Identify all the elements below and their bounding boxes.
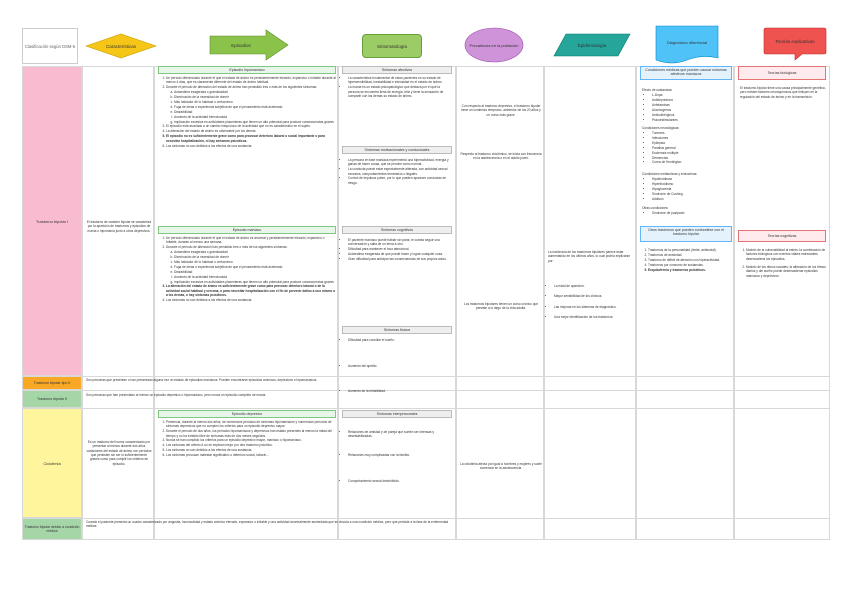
diagnostico-metab-list — [646, 177, 732, 202]
neuro-item: • Esclerosis múltiple — [652, 151, 732, 155]
depresivo-item: 3. Nunca se han cumplido los criterios para un episodio depresivo mayor, maníaco o hipomaníaco. — [166, 438, 336, 442]
teoria-item: 2. Modelo de los ritmos sociales: la alteración de los ritmos diarios y del sueño puede desencadenar episodios maníacos y depresivos. — [746, 265, 826, 278]
sintoma-item: • Relaciones muy complicadas con la familia. — [348, 453, 452, 457]
epidemiologia-list — [548, 284, 634, 320]
hipomania-item: b. Disminución de la necesidad de dormir — [174, 95, 336, 99]
depresivo-item: 1. Presencia, durante al menos dos años, de numerosos períodos de síntomas hipomaníacos y numerosos períodos de síntomas depresivos que no cumplen los criterios para un episodio depresivo mayor. — [166, 420, 336, 429]
sintomas-cognitivos-title: Síntomas cognitivos — [342, 226, 452, 234]
hipomania-item: d. Fuga de ideas o experiencia subjetiva de que el pensamiento está acelerado — [174, 105, 336, 109]
sintomas-conducta-title: Síntomas motivacionales y conductuales — [342, 146, 452, 154]
efecto-item: • Antidepresivos — [652, 98, 732, 102]
mania-item: d. Fuga de ideas o experiencia subjetiva de que el pensamiento está acelerado — [174, 265, 336, 269]
diagnostico-metab-title: Condiciones metabólicas y endocrinas: — [642, 172, 698, 176]
mania-item: 1. Un período diferenciado durante el que el estado de ánimo es anormal y persistentemente elevado, expansivo o irritable, durante al menos una semana. — [166, 236, 336, 245]
caracteristicas-induced: Son personas que han presentado al menos un episodio depresivo o hipomaníaco, pero nunca un episodio completo de manía. — [86, 393, 267, 397]
row-label-medical: Trastorno bipolar debido a condición médica — [22, 518, 82, 540]
hipomania-item: a. Autoestima exagerada o grandiosidad — [174, 90, 336, 94]
sintoma-item: • Relaciones de amistad y de pareja que suelen ser intensas y desestabilizadas. — [348, 430, 452, 439]
sintoma-item: • Aumento del apetito. — [348, 364, 452, 368]
mania-item: g. Implicación excesiva en actividades placenteras que tienen un alto potencial para producir consecuencias graves — [174, 280, 336, 284]
epidemiologia-item: • Una mejor identificación de los trastornos. — [554, 315, 634, 319]
grid-divider-4 — [82, 518, 830, 519]
epidemiologia-intro: La incidencia de los trastornos bipolares parece estar aumentando en los últimos años, lo cual podría explicarse por: — [548, 250, 631, 263]
sintoma-item: • El paciente maníaco puede hablar sin parar, le cuesta seguir una conversación y salta de un tema a otro. — [348, 238, 452, 247]
hipomania-item: g. Implicación excesiva en actividades placenteras que tienen un alto potencial para producir consecuencias graves — [174, 120, 336, 124]
otras-item: • Síndrome de postparto — [652, 211, 732, 215]
metab-item: • Hipoglucemia — [652, 187, 732, 191]
caracteristicas-medical: Cuando el paciente presenta un cuadro caracterizado por angustia, incomodidad y estado anímico elevado, expansivo o irritable y una actividad anormalmente aumentada que se vincula a una condición médica, pero que persiste a la fase de la enfermedad médica. — [86, 520, 449, 529]
grid-divider-2 — [82, 390, 830, 391]
sintoma-item: • Aumento de la irritabilidad. — [348, 389, 452, 393]
sintomas-interpersonales-title: Síntomas interpersonales — [342, 410, 452, 418]
neuro-item: • Parálisis general — [652, 146, 732, 150]
diagnostico-trastornos-title: Otros trastornos que pueden confundirse con el trastorno bipolar — [640, 226, 732, 242]
neuro-item: • Tumores — [652, 131, 732, 135]
hipomania-item: 1. Un período diferenciado durante el que el estado de ánimo es persistentemente elevado, expansivo o irritable durante al menos 4 días, que es claramente diferente del estado de ánimo habitual. — [166, 76, 336, 85]
epidemiologia-item: • Las mejoras en los sistemas de diagnóstico. — [554, 305, 634, 309]
grid-caracteristicas — [82, 66, 154, 540]
diagnostico-neuro-list — [646, 131, 732, 165]
hipomania-item: 3. El episodio está asociado a un cambio inequívoco de la actividad que no es característico en el sujeto. — [166, 124, 336, 128]
depresivo-item: 5. Los síntomas no son debidos a los efectos de una sustancia. — [166, 448, 336, 452]
sintomas-afectivos-title: Síntomas afectivos — [342, 66, 452, 74]
hipomania-item: 2. Durante el período de alteración del estado de ánimo han persistido tres o más de los siguientes síntomas: — [166, 85, 336, 89]
teorias-cognitivas-title: Teorías cognitivas — [738, 230, 826, 242]
row-label-induced: Trastorno bipolar II — [22, 390, 82, 408]
prevalencia-ciclotimia: La ciclotimia afecta por igual a hombres y mujeres y suele comenzar en la adolescencia. — [460, 462, 542, 471]
grid-teorias — [734, 66, 830, 540]
efecto-item: • Alucinógenos — [652, 108, 732, 112]
header-sintomatologia: Sintomatología — [362, 34, 422, 58]
sintoma-item: • La manía es un estado psicopatológico que destaca por el que la persona se encuentra llena de energía, feliz y tiene la sensación de compartir con los demás su estado de ánimo. — [348, 85, 452, 98]
hipomania-item: e. Distraibilidad — [174, 110, 336, 114]
epidemiologia-item: • Mayor sensibilidad de los clínicos. — [554, 294, 634, 298]
episodio-hipomania-list — [160, 76, 336, 148]
trastorno-item: 2. Trastornos de ansiedad. — [648, 253, 732, 257]
depresivo-item: 6. Los síntomas provocan malestar significativo o deterioro social, laboral... — [166, 453, 336, 457]
diagnostico-otras-list — [646, 211, 732, 216]
sintoma-item: • Comportamiento sexual desinhibido. — [348, 479, 452, 483]
row-label-bipolar1: Trastorno bipolar I — [22, 66, 82, 376]
teorias-biologicas-text: El trastorno bipolar tiene una causa principalmente genética, pero existen factores neuroquímicos que influyen en la regulación del estado de ánimo y en la transmisión. — [740, 86, 826, 99]
row-label-bipolar2: Trastorno bipolar tipo II — [22, 376, 82, 390]
sintoma-item: • La persona en fase maníaca experimenta una hiperactividad, energía y ganas de hacer cosas, que se percibe como normal. — [348, 158, 452, 167]
sintoma-item: • Control de impulsos pobre, por lo que pueden aparecer conductas de riesgo. — [348, 176, 452, 185]
header-diagnostico: Diagnóstico diferencial — [666, 39, 708, 45]
episodio-hipomania-title: Episodio hipomaníaco — [158, 66, 336, 74]
diagnostico-neuro-title: Condiciones neurológicas: — [642, 126, 680, 130]
episodio-depresivo-title: Episodio depresivo — [158, 410, 336, 418]
trastorno-item: 3. Trastorno de déficit de atención con hiperactividad. — [648, 258, 732, 262]
hipomania-item: f. Aumento de la actividad intencionada — [174, 115, 336, 119]
hipomania-item: 4. La alteración del estado de ánimo es observable por los demás. — [166, 129, 336, 133]
metab-item: • Hipotiroidismo — [652, 177, 732, 181]
mania-item: e. Distraibilidad — [174, 270, 336, 274]
efecto-item: • L-Dopa — [652, 93, 732, 97]
mania-item: c. Más hablador de lo habitual o verborreico — [174, 260, 336, 264]
episodio-mania-title: Episodio maníaco — [158, 226, 336, 234]
header-prevalencia: Prevalencia en la población — [469, 42, 519, 48]
diagnostico-trastornos-list — [642, 248, 732, 273]
sintomas-cognitivos-list — [342, 238, 452, 262]
sintoma-item: • Dificultad para mantener el foco atencional. — [348, 247, 452, 251]
mania-item: 4. Los síntomas no son debidos a los efectos de una sustancia. — [166, 298, 336, 302]
header-epidemiologia: Epidemiología — [577, 42, 607, 48]
efecto-item: • Psicoestimulantes — [652, 118, 732, 122]
neuro-item: • Corea de Huntington — [652, 160, 732, 164]
prevalencia-bipolar1: Con respecto al trastorno depresivo, el trastorno bipolar tiene un comienzo temprano, alrededor de los 20 años y un curso más grave. — [461, 104, 541, 117]
caracteristicas-bipolar1: El trastorno de carácter bipolar se caracteriza por la aparición de trastornos y episodios de manía o hipomanía junto a otros depresivos. — [86, 220, 152, 233]
metab-item: • Addison — [652, 197, 732, 201]
caracteristicas-ciclotimia: Es un trastorno del humor caracterizado por presentar al menos durante dos años variaciones del estado de ánimo con períodos que persisten sin ser lo suficientemente graves como para cumplir los criterios de episodio. — [86, 440, 152, 466]
neuro-item: • Epilepsia — [652, 141, 732, 145]
teoria-item: 1. Modelo de la vulnerabilidad al estrés: la combinación de factores biológicos con eventos vitales estresantes desencadena los episodios. — [746, 248, 826, 261]
neuro-item: • Infecciones — [652, 136, 732, 140]
mania-item: b. Disminución de la necesidad de dormir — [174, 255, 336, 259]
hipomania-item: 6. Los síntomas no son debidos a los efectos de una sustancia. — [166, 144, 336, 148]
header-episodios: Episodios — [231, 42, 251, 48]
prevalencia-bipolar2: Los trastornos bipolares tienen un curso crónico que persiste a lo largo de la vida adulta. — [463, 302, 539, 311]
epidemiologia-item: • La edad de aparición. — [554, 284, 634, 288]
trastorno-item: 1. Trastornos de la personalidad (límite, antisocial). — [648, 248, 732, 252]
grid-divider-1 — [82, 376, 830, 377]
sintomas-fisicos-list — [342, 338, 452, 394]
teorias-biologicas-title: Teorías biológicas — [738, 66, 826, 80]
sintoma-item: • Autoestima exagerada de que puede hacer y lograr cualquier cosa. — [348, 252, 452, 256]
diagnostico-efectos-title: Efecto de sustancias: — [642, 88, 673, 92]
efecto-item: • Anfetaminas — [652, 103, 732, 107]
diagnostico-efectos-list — [646, 93, 732, 122]
sintomas-fisicos-title: Síntomas físicos — [342, 326, 452, 334]
diagnostico-otras-title: Otras condiciones: — [642, 206, 669, 210]
prevalencia-bipolar1b: Respecto al trastorno ciclotímico, se inicia con frecuencia en la adolescencia o en el adulto joven. — [460, 152, 542, 161]
metab-item: • Hipertiroidismo — [652, 182, 732, 186]
sintoma-item: • Gran dificultad para anticipar las consecuencias de sus propios actos. — [348, 257, 452, 261]
header-teorias: Teorías explicativas — [775, 38, 815, 44]
sintomas-interpersonales-list — [342, 430, 452, 484]
hipomania-item: 5. El episodio no es suficientemente grave como para provocar deterioro laboral o social importante o para necesitar hospitalización, ni hay síntomas psicóticos. — [166, 134, 336, 143]
header-clasificacion: Clasificación según DSM-5 — [22, 28, 78, 64]
depresivo-item: 4. Los síntomas del criterio A no se explican mejor por otro trastorno psicótico. — [166, 443, 336, 447]
sintoma-item: • Dificultad para conciliar el sueño. — [348, 338, 452, 342]
metab-item: • Síndrome de Cushing — [652, 192, 732, 196]
efecto-item: • Anticolinérgicos — [652, 113, 732, 117]
trastorno-item: 5. Esquizofrenia y trastornos psicóticos. — [648, 268, 732, 272]
mania-item: 2. Durante el período de alteración han persistido tres o más de los siguientes síntomas: — [166, 245, 336, 249]
header-caracteristicas: Características — [105, 43, 136, 49]
episodio-mania-list — [160, 236, 336, 303]
depresivo-item: 2. Durante el período de dos años, los períodos hipomaníacos y depresivos han estado presentes al menos la mitad del tiempo y no ha existido libre de síntomas más de dos meses seguidos. — [166, 429, 336, 438]
teorias-cognitivas-list — [740, 248, 826, 278]
row-label-ciclotimia: Ciclotimia — [22, 408, 82, 518]
mania-item: a. Autoestima exagerada o grandiosidad — [174, 250, 336, 254]
mania-item: 3. La alteración del estado de ánimo es suficientemente grave como para provocar deterioro laboral o de la actividad social habitual y cercana, o para necesitar hospitalización con el fin de prevenir daños a uno mismo o a los demás, o hay síntomas psicóticos. — [166, 284, 336, 297]
grid-divider-3 — [82, 408, 830, 409]
episodio-depresivo-list — [160, 420, 336, 458]
hipomania-item: c. Más hablador de lo habitual o verborreico — [174, 100, 336, 104]
trastorno-item: 4. Trastornos por consumo de sustancias. — [648, 263, 732, 267]
caracteristicas-bipolar2: Son personas que presentan o han presentado alguna vez un estado de episodios maníacos. Pueden encontrarse episodios anímicos, depresivos e hipomaníacos. — [86, 378, 318, 382]
neuro-item: • Demencias — [652, 156, 732, 160]
sintomas-conducta-list — [342, 158, 452, 186]
mania-item: f. Aumento de la actividad intencionada — [174, 275, 336, 279]
sintomas-afectivos-list — [342, 76, 452, 99]
sintoma-item: • La conducta puede estar especialmente alterada, con actividad sexual excesiva, comportamientos temerarios o ilegales. — [348, 167, 452, 176]
sintoma-item: • La característica fundamental de estos pacientes es su estado de hipersensibilidad, inestabilidad e intensidad en el estado de ánimo. — [348, 76, 452, 85]
diagnostico-medicas-title: Condiciones médicas que pueden causar síntomas afectivos maníacos — [640, 66, 732, 80]
